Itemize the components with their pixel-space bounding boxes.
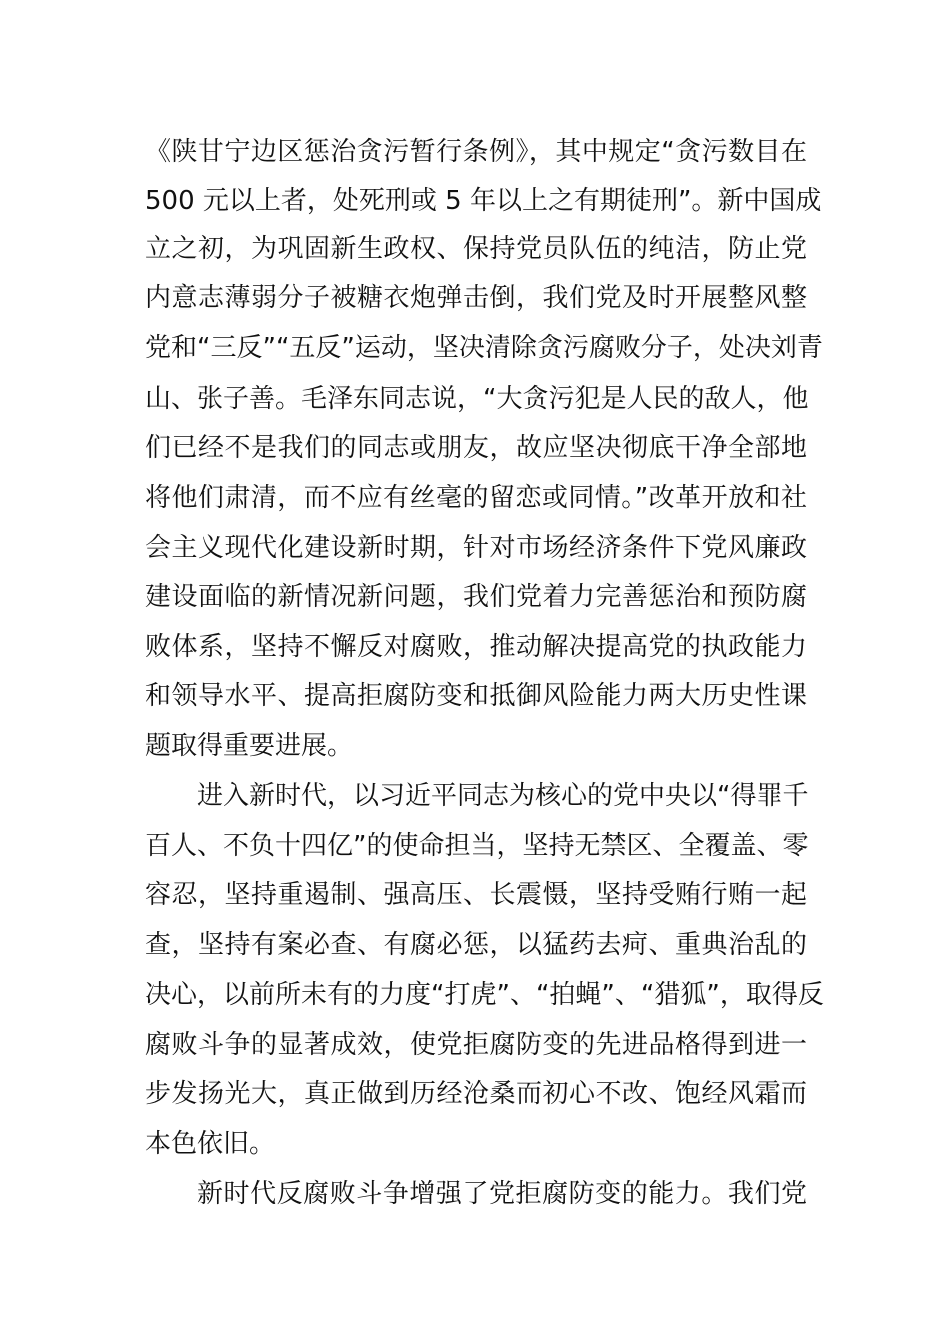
text-line: 决心，以前所未有的力度“打虎”、“拍蝇”、“猎狐”，取得反 <box>145 980 824 1010</box>
text-line: 将他们肃清，而不应有丝毫的留恋或同情。”改革开放和社 <box>145 483 807 513</box>
paragraph-end-line: 本色依旧。 <box>145 1129 276 1159</box>
paragraph-end-line: 题取得重要进展。 <box>145 731 354 761</box>
paragraph-first-line: 新时代反腐败斗争增强了党拒腐防变的能力。我们党 <box>197 1179 807 1209</box>
text-line: 立之初，为巩固新生政权、保持党员队伍的纯洁，防止党 <box>145 234 807 264</box>
text-line: 《陕甘宁边区惩治贪污暂行条例》，其中规定“贪污数目在 <box>145 137 807 167</box>
text-line: 党和“三反”“五反”运动，坚决清除贪污腐败分子，处决刘青 <box>145 333 823 363</box>
text-line: 500 元以上者，处死刑或 5 年以上之有期徒刑”。新中国成 <box>145 186 822 216</box>
text-line: 百人、不负十四亿”的使命担当，坚持无禁区、全覆盖、零 <box>145 831 809 861</box>
text-line: 步发扬光大，真正做到历经沧桑而初心不改、饱经风霜而 <box>145 1079 807 1109</box>
text-line: 会主义现代化建设新时期，针对市场经济条件下党风廉政 <box>145 533 807 563</box>
text-line: 查，坚持有案必查、有腐必惩，以猛药去疴、重典治乱的 <box>145 930 807 960</box>
text-line: 和领导水平、提高拒腐防变和抵御风险能力两大历史性课 <box>145 681 807 711</box>
text-line: 们已经不是我们的同志或朋友，故应坚决彻底干净全部地 <box>145 433 807 463</box>
text-line: 容忍，坚持重遏制、强高压、长震慑，坚持受贿行贿一起 <box>145 880 807 910</box>
text-line: 建设面临的新情况新问题，我们党着力完善惩治和预防腐 <box>145 582 807 612</box>
text-line: 败体系，坚持不懈反对腐败，推动解决提高党的执政能力 <box>145 632 807 662</box>
text-line: 山、张子善。毛泽东同志说，“大贪污犯是人民的敌人，他 <box>145 384 809 414</box>
text-line: 内意志薄弱分子被糖衣炮弹击倒，我们党及时开展整风整 <box>145 283 807 313</box>
text-line: 腐败斗争的显著成效，使党拒腐防变的先进品格得到进一 <box>145 1030 807 1060</box>
paragraph-first-line: 进入新时代，以习近平同志为核心的党中央以“得罪千 <box>197 781 809 811</box>
